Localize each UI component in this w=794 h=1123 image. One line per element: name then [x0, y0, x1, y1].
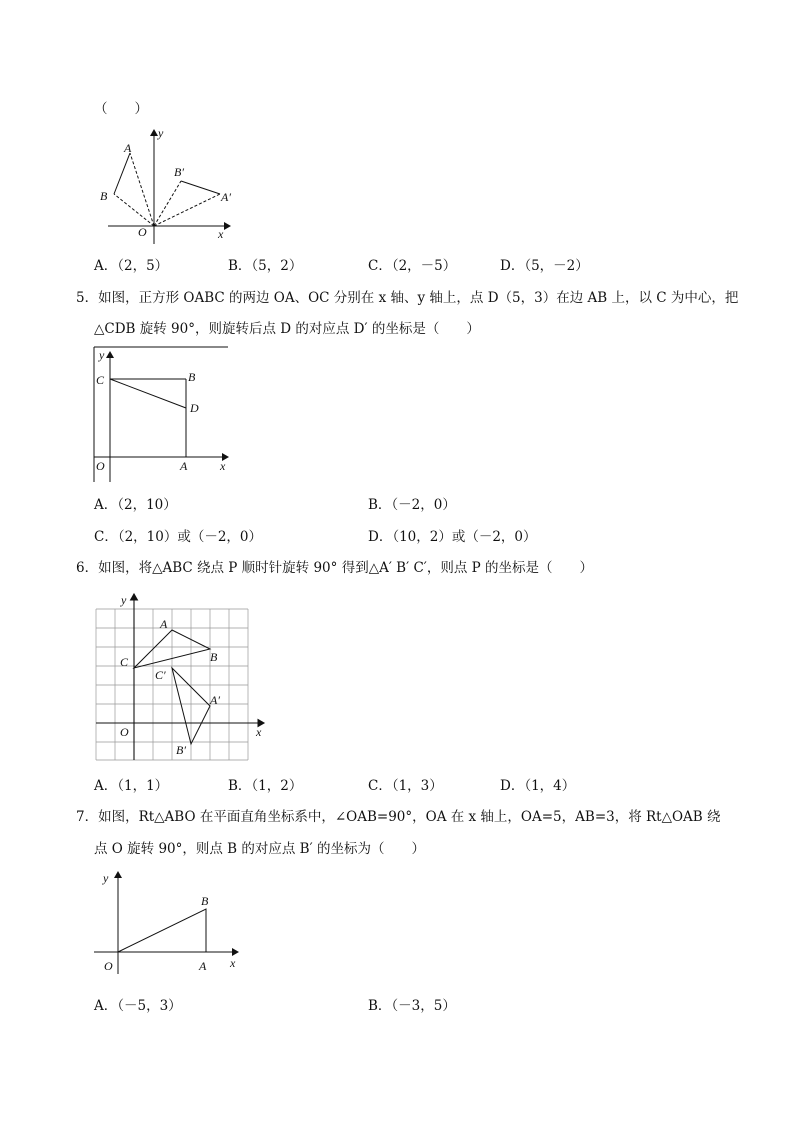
- label-x: x: [218, 227, 224, 241]
- label-o: O: [120, 725, 129, 739]
- q5-option-b[interactable]: B．（－2，0）: [368, 497, 456, 513]
- q7-option-b[interactable]: B．（－3，5）: [368, 998, 456, 1014]
- segment-ab: [114, 153, 130, 194]
- label-c: C: [96, 373, 105, 387]
- label-b: B: [201, 894, 209, 908]
- label-d: D: [190, 401, 199, 415]
- label-a: A: [180, 459, 188, 473]
- label-o: O: [96, 459, 105, 473]
- segment-apbp: [181, 181, 220, 194]
- q5-square-figure: [88, 344, 238, 484]
- q6-grid-figure: [88, 590, 273, 762]
- label-x: x: [230, 956, 236, 970]
- label-o: O: [104, 959, 113, 973]
- label-x: x: [220, 459, 226, 473]
- label-y: y: [121, 593, 127, 607]
- q7-triangle-figure: [88, 866, 248, 978]
- q4-option-a[interactable]: A．（2，5）: [94, 258, 169, 274]
- label-a-prime: A′: [210, 693, 220, 707]
- dashed-oa: [130, 153, 154, 226]
- q4-option-b[interactable]: B．（5，2）: [228, 258, 303, 274]
- triangle-oab: [118, 909, 206, 952]
- q6-option-b[interactable]: B．（1，2）: [228, 778, 303, 794]
- q6-option-d[interactable]: D．（1，4）: [500, 778, 576, 794]
- label-y: y: [158, 126, 164, 140]
- q4-option-d[interactable]: D．（5，－2）: [500, 258, 589, 274]
- label-b-prime: B′: [176, 743, 186, 757]
- q4-option-c[interactable]: C．（2，－5）: [368, 258, 457, 274]
- label-a: A: [199, 959, 207, 973]
- q6-stem-line1: 6．如图，将△ABC 绕点 P 顺时针旋转 90° 得到△A′ B′ C′，则点 P 的坐标是（ ）: [76, 560, 594, 576]
- label-b-prime: B′: [174, 165, 184, 179]
- q7-stem-line2: 点 O 旋转 90°，则点 B 的对应点 B′ 的坐标为（ ）: [94, 841, 425, 857]
- label-a-prime: A′: [221, 190, 231, 204]
- q5-option-d[interactable]: D．（10，2）或（－2，0）: [368, 529, 537, 545]
- q5-stem-line1: 5．如图，正方形 OABC 的两边 OA、OC 分别在 x 轴、y 轴上，点 D（5，3）在边 AB 上，以 C 为中心，把: [76, 290, 739, 306]
- label-a: A: [160, 617, 168, 631]
- q5-option-a[interactable]: A．（2，10）: [94, 497, 177, 513]
- label-y: y: [103, 871, 109, 885]
- label-y: y: [99, 348, 105, 362]
- dashed-ob: [114, 194, 154, 226]
- q7-option-a[interactable]: A．（－5，3）: [94, 998, 182, 1014]
- label-a: A: [124, 141, 132, 155]
- q5-option-c[interactable]: C．（2，10）或（－2，0）: [94, 529, 263, 545]
- label-c: C: [120, 655, 129, 669]
- dashed-oap: [154, 194, 220, 226]
- grid: [96, 609, 248, 760]
- label-b: B: [188, 370, 196, 384]
- label-c-prime: C′: [155, 668, 166, 682]
- segment-cd: [110, 379, 186, 408]
- q7-stem-line1: 7．如图，Rt△ABO 在平面直角坐标系中，∠OAB=90°，OA 在 x 轴上，OA=5，AB=3，将 Rt△OAB 绕: [76, 809, 721, 825]
- label-o: O: [138, 225, 147, 239]
- label-b: B: [210, 650, 218, 664]
- q4-rotation-figure: [88, 126, 248, 246]
- q6-option-c[interactable]: C．（1，3）: [368, 778, 443, 794]
- q5-stem-line2: △CDB 旋转 90°，则旋转后点 D 的对应点 D′ 的坐标是（ ）: [94, 321, 480, 337]
- label-x: x: [256, 725, 262, 739]
- label-b: B: [100, 189, 108, 203]
- question-4-answer-bracket: （ ）: [94, 101, 148, 117]
- q6-option-a[interactable]: A．（1，1）: [94, 778, 169, 794]
